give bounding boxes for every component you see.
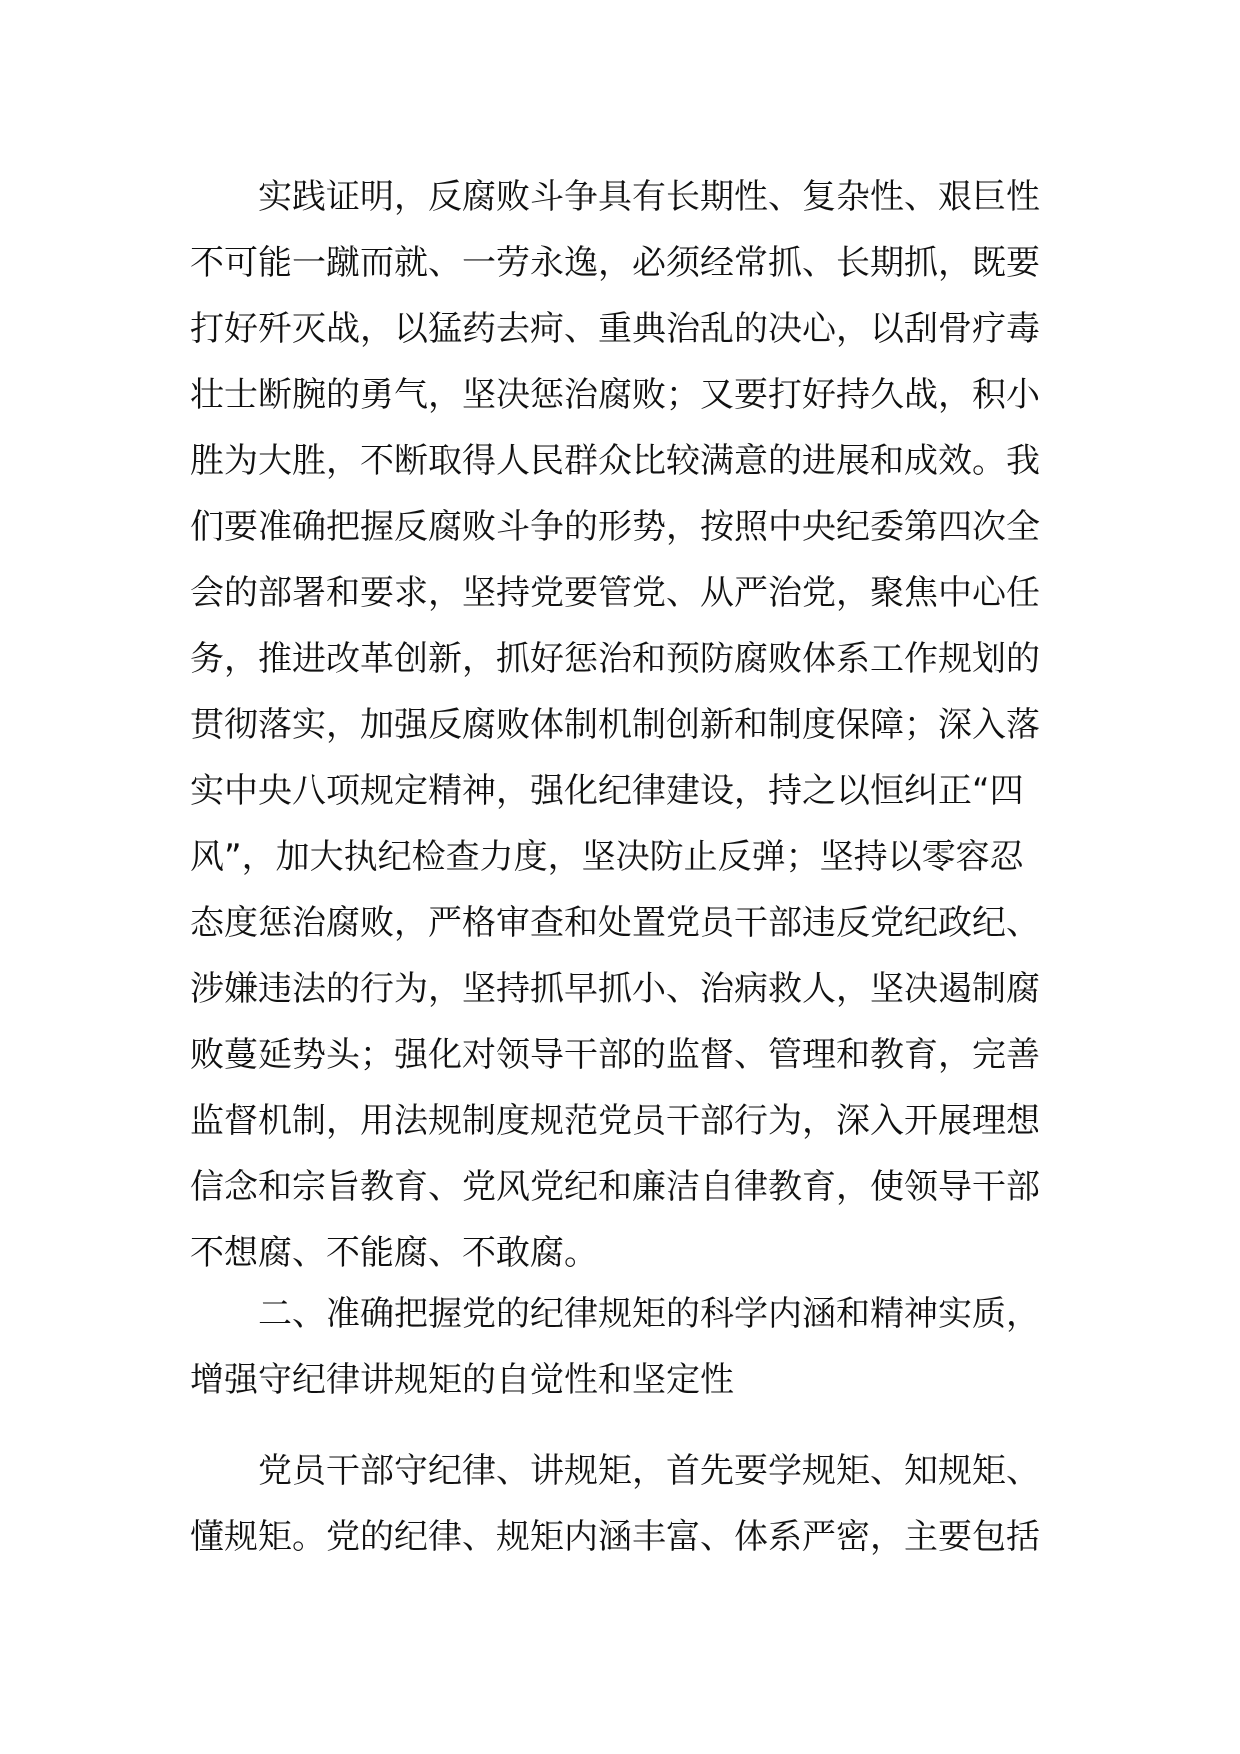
paragraph-line: 打好歼灭战，以猛药去疴、重典治乱的决心，以刮骨疗毒 <box>190 309 1040 349</box>
paragraph-line: 实中央八项规定精神，强化纪律建设，持之以恒纠正“四 <box>190 771 1024 811</box>
paragraph-line: 胜为大胜，不断取得人民群众比较满意的进展和成效。我 <box>190 441 1040 481</box>
paragraph-line: 壮士断腕的勇气，坚决惩治腐败；又要打好持久战，积小 <box>190 375 1040 415</box>
body-paragraph <box>190 1438 1050 1570</box>
paragraph-line: 实践证明，反腐败斗争具有长期性、复杂性、艰巨性 <box>258 177 1040 217</box>
paragraph-line: 风”，加大执纪检查力度，坚决防止反弹；坚持以零容忍 <box>190 837 1024 877</box>
paragraph-line: 懂规矩。党的纪律、规矩内涵丰富、体系严密，主要包括 <box>190 1517 1040 1557</box>
paragraph-line: 务，推进改革创新，抓好惩治和预防腐败体系工作规划的 <box>190 639 1040 679</box>
heading-line: 增强守纪律讲规矩的自觉性和坚定性 <box>190 1360 734 1400</box>
heading-line: 二、准确把握党的纪律规矩的科学内涵和精神实质， <box>258 1294 1040 1334</box>
body-paragraph <box>190 164 1050 1286</box>
paragraph-line: 们要准确把握反腐败斗争的形势，按照中央纪委第四次全 <box>190 507 1040 547</box>
paragraph-line: 不可能一蹴而就、一劳永逸，必须经常抓、长期抓，既要 <box>190 243 1040 283</box>
paragraph-line: 败蔓延势头；强化对领导干部的监督、管理和教育，完善 <box>190 1035 1040 1075</box>
paragraph-line: 会的部署和要求，坚持党要管党、从严治党，聚焦中心任 <box>190 573 1040 613</box>
paragraph-line: 态度惩治腐败，严格审查和处置党员干部违反党纪政纪、 <box>190 903 1040 943</box>
paragraph-line: 监督机制，用法规制度规范党员干部行为，深入开展理想 <box>190 1101 1040 1141</box>
paragraph-line: 贯彻落实，加强反腐败体制机制创新和制度保障；深入落 <box>190 705 1040 745</box>
section-heading <box>190 1281 1050 1413</box>
paragraph-line: 涉嫌违法的行为，坚持抓早抓小、治病救人，坚决遏制腐 <box>190 969 1040 1009</box>
paragraph-line: 不想腐、不能腐、不敢腐。 <box>190 1233 598 1273</box>
paragraph-line: 党员干部守纪律、讲规矩，首先要学规矩、知规矩、 <box>258 1451 1040 1491</box>
paragraph-line: 信念和宗旨教育、党风党纪和廉洁自律教育，使领导干部 <box>190 1167 1040 1207</box>
